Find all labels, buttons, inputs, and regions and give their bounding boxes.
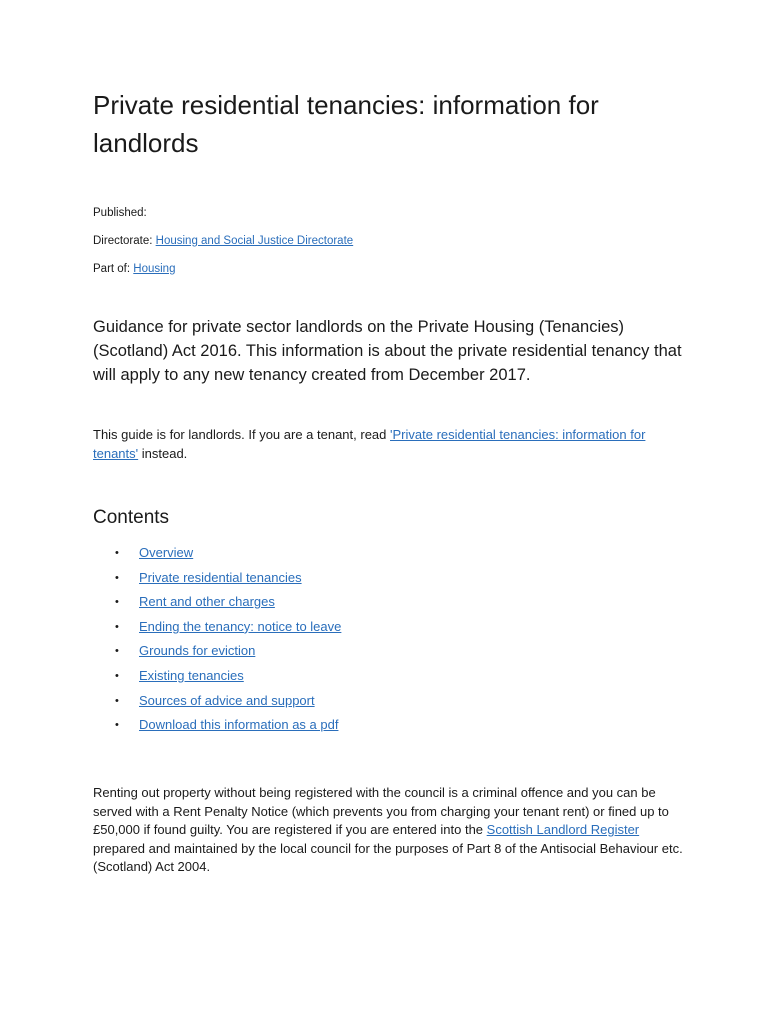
bullet-icon: • [115, 645, 119, 658]
part-of-link[interactable]: Housing [133, 263, 176, 275]
bullet-icon: • [115, 571, 119, 584]
scottish-landlord-register-link[interactable]: Scottish Landlord Register [486, 822, 640, 838]
contents-link-private-residential-tenancies[interactable]: Private residential tenancies [139, 569, 302, 585]
contents-link-rent[interactable]: Rent and other charges [139, 594, 275, 610]
intro-text-end: instead. [138, 446, 188, 461]
directorate-link[interactable]: Housing and Social Justice Directorate [155, 235, 354, 247]
bullet-icon: • [115, 620, 119, 633]
part-of-line [93, 262, 175, 276]
page-title: Private residential tenancies: information for landlords [93, 90, 599, 158]
bullet-icon: • [115, 719, 119, 732]
contents-item-rent [93, 590, 341, 615]
intro-paragraph [93, 425, 683, 463]
contents-item-ending-tenancy [93, 615, 341, 640]
contents-item-advice-support [93, 689, 341, 714]
contents-item-private-residential-tenancies [93, 566, 341, 591]
bullet-icon: • [115, 596, 119, 609]
published-line [93, 206, 147, 220]
contents-heading: Contents [93, 507, 170, 528]
notice-text-end: prepared and maintained by the local council for the purposes of Part 8 of the Antisocial Behaviour etc. (Scotland) Act 2004. [93, 840, 683, 875]
contents-link-existing-tenancies[interactable]: Existing tenancies [139, 667, 244, 683]
registration-notice [93, 784, 683, 877]
directorate-line [93, 234, 353, 248]
notice-text: Renting out property without being registered with the council is a criminal offence and you can be served with a Rent Penalty Notice (which prevents you from charging your tenant rent) or fined up to £50,000 if found guilty. You are registered if you are entered into the [93, 785, 669, 838]
contents-link-download-pdf[interactable]: Download this information as a pdf [139, 717, 339, 733]
intro-text: This guide is for landlords. If you are a tenant, read [93, 427, 391, 442]
contents-item-download-pdf [93, 713, 341, 738]
bullet-icon: • [115, 547, 119, 559]
bullet-icon: • [115, 669, 119, 682]
contents-link-advice-support[interactable]: Sources of advice and support [139, 692, 315, 708]
contents-item-overview [93, 541, 341, 566]
directorate-label: Directorate: [93, 235, 153, 247]
contents-list [93, 541, 341, 738]
contents-link-grounds-for-eviction[interactable]: Grounds for eviction [139, 643, 256, 659]
bullet-icon: • [115, 694, 119, 707]
contents-link-overview[interactable]: Overview [139, 545, 194, 560]
contents-link-ending-tenancy[interactable]: Ending the tenancy: notice to leave [139, 618, 342, 634]
summary-paragraph: Guidance for private sector landlords on the Private Housing (Tenancies) (Scotland) Act 2016. This information is about the private residential tenancy that will apply to any new tenancy created from December 2017. [93, 318, 682, 384]
contents-item-grounds-for-eviction [93, 639, 341, 664]
contents-item-existing-tenancies [93, 664, 341, 689]
part-of-label: Part of: [93, 263, 131, 275]
tenants-guide-link[interactable]: 'Private residential tenancies: information for tenants' [93, 427, 646, 461]
published-label: Published: [93, 207, 147, 219]
